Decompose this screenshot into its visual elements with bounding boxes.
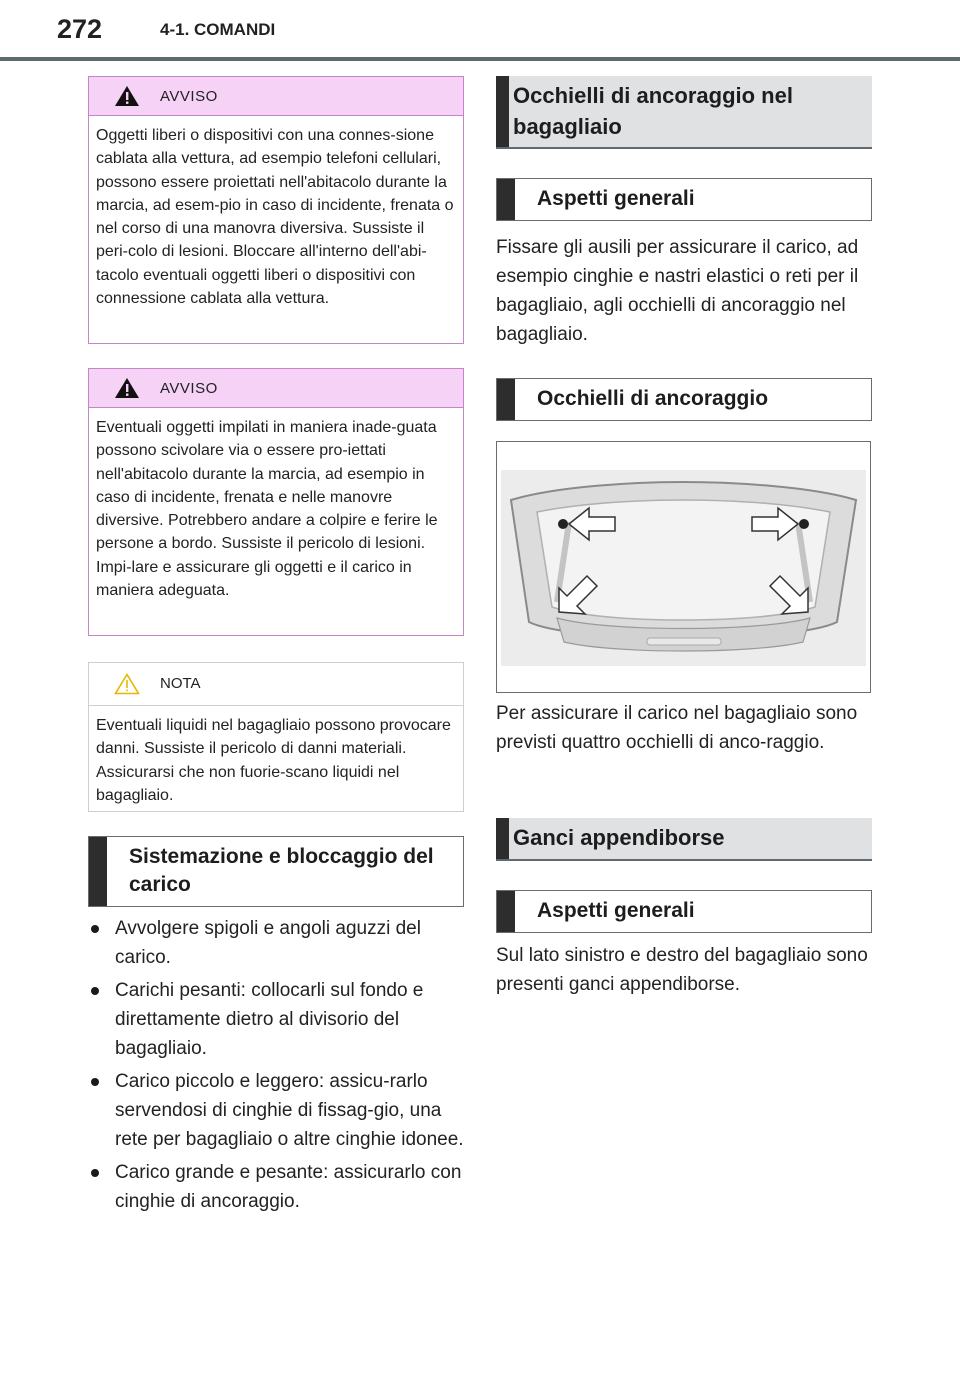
section-heading-bag-hooks (496, 818, 872, 861)
trunk-illustration (497, 442, 870, 692)
warning-triangle-icon (114, 377, 140, 399)
heading-text: Occhielli di ancoraggio nel bagagliaio (513, 83, 793, 139)
trunk-anchor-eyes-figure (496, 441, 871, 693)
warning-label: AVVISO (160, 380, 218, 397)
note-box-liquids (88, 662, 464, 812)
note-text: Eventuali liquidi nel bagagliaio possono provocare danni. Sussiste il pericolo di danni materiali. Assicurarsi che non fuorie-scano liquidi nel bagagliaio. (96, 717, 451, 804)
list-item (88, 914, 464, 972)
list-item-text: Carichi pesanti: collocarli sul fondo e direttamente dietro al divisorio del bagagliaio. (115, 980, 424, 1059)
bullet-icon (91, 987, 99, 995)
warning-box-stacked-objects (88, 368, 464, 636)
heading-tab (496, 818, 509, 859)
heading-text: Aspetti generali (537, 899, 695, 922)
warning-text: Eventuali oggetti impilati in maniera inade-guata possono scivolare via o essere pro-iettati nell'abitacolo durante la marcia, ad esempio in caso di incidente, frenata e nelle manovre diversive. Potrebbero andare a colpire e ferire le persone a bordo. Sussiste il pericolo di lesioni. Impi-lare e assicurare gli oggetti e il carico in maniera adeguata. (96, 419, 438, 600)
page-header (0, 0, 960, 62)
list-item-text: Carico piccolo e leggero: assicu-rarlo servendosi di cinghie di fissag-gio, una rete per bagagliaio o altre cinghie idonee. (115, 1071, 464, 1150)
heading-text: Sistemazione e bloccaggio del carico (129, 845, 434, 896)
heading-tab (497, 891, 515, 932)
note-box-header (89, 663, 463, 706)
warning-box-header (89, 369, 463, 408)
heading-tab (89, 837, 107, 906)
section-heading-anchor-eyes (496, 76, 872, 149)
heading-tab (497, 379, 515, 420)
figure-caption: Per assicurare il carico nel bagagliaio sono previsti quattro occhielli di anco-raggio. (496, 703, 858, 753)
heading-tab (497, 179, 515, 220)
heading-text: Ganci appendiborse (513, 825, 725, 850)
caution-triangle-outline-icon (114, 673, 140, 695)
heading-text: Occhielli di ancoraggio (537, 387, 769, 410)
subheading-anchor-eyes (496, 378, 872, 421)
bullet-icon (91, 1169, 99, 1177)
subheading-general-1 (496, 178, 872, 221)
subheading-general-2 (496, 890, 872, 933)
page-number: 272 (57, 14, 103, 44)
warning-box-loose-objects (88, 76, 464, 344)
note-label: NOTA (160, 675, 201, 692)
warning-text: Oggetti liberi o dispositivi con una connes-sione cablata alla vettura, ad esempio telefoni cellulari, possono essere proiettati nell'abitacolo durante la marcia, ad esem-pio in caso di incidente, frenata o nel corso di una manovra diversiva. Sussiste il peri-colo di lesioni. Bloccare all'interno dell'abi-tacolo eventuali oggetti liberi o dispositivi con connessione cablata alla vettura. (96, 127, 454, 308)
list-item-text: Carico grande e pesante: assicurarlo con cinghie di ancoraggio. (115, 1162, 462, 1212)
header-rule (0, 57, 960, 61)
bullet-icon (91, 925, 99, 933)
heading-cargo-securing (88, 836, 464, 907)
list-item (88, 976, 464, 1063)
chapter-title: 4-1. COMANDI (160, 20, 276, 39)
list-item (88, 1067, 464, 1154)
warning-triangle-icon (114, 85, 140, 107)
warning-box-header (89, 77, 463, 116)
paragraph-general-2: Sul lato sinistro e destro del bagagliaio sono presenti ganci appendiborse. (496, 945, 868, 995)
heading-text: Aspetti generali (537, 187, 695, 210)
cargo-tips-list (88, 914, 464, 1220)
paragraph-general-1: Fissare gli ausili per assicurare il carico, ad esempio cinghie e nastri elastici o reti per il bagagliaio, agli occhielli di ancoraggio nel bagagliaio. (496, 237, 859, 345)
heading-tab (496, 76, 509, 147)
warning-label: AVVISO (160, 88, 218, 105)
list-item-text: Avvolgere spigoli e angoli aguzzi del carico. (115, 918, 421, 968)
list-item (88, 1158, 464, 1216)
bullet-icon (91, 1078, 99, 1086)
